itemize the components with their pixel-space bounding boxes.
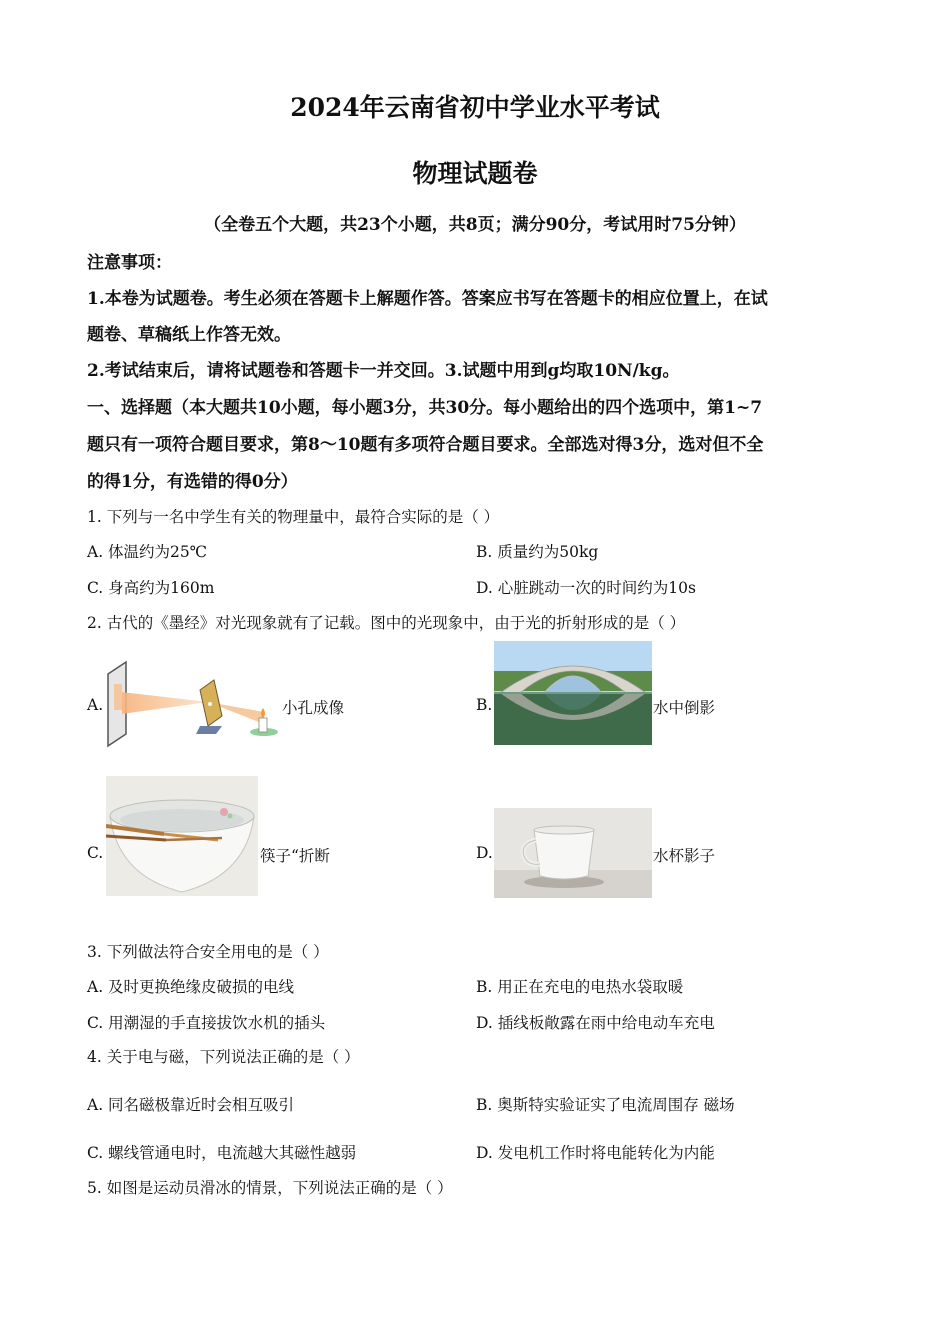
exam-info: （全卷五个大题，共23个小题，共8页；满分90分，考试用时75分钟） xyxy=(204,215,746,235)
q2-stem: 2. 古代的《墨经》对光现象就有了记载。图中的光现象中，由于光的折射形成的是（ ） xyxy=(87,614,686,632)
bridge-reflection-photo xyxy=(494,641,652,745)
q1-stem: 1. 下列与一名中学生有关的物理量中，最符合实际的是（ ） xyxy=(87,508,500,526)
notice-line-1b: 题卷、草稿纸上作答无效。 xyxy=(87,325,291,345)
q2-option-a-label: A. xyxy=(87,696,104,714)
section1-line-1: 一、选择题（本大题共10小题，每小题3分，共30分。每小题给出的四个选项中，第1~7 xyxy=(87,398,763,418)
q4-option-c: C. 螺线管通电时，电流越大其磁性越弱 xyxy=(87,1144,357,1162)
q3-option-c: C. 用潮湿的手直接拔饮水机的插头 xyxy=(87,1014,326,1032)
q2-option-c-label: C. xyxy=(87,844,104,862)
exam-title: 2024年云南省初中学业水平考试 xyxy=(290,93,660,122)
q3-option-d: D. 插线板敞露在雨中给电动车充电 xyxy=(476,1014,715,1032)
q1-option-c: C. 身高约为160m xyxy=(87,579,215,597)
notice-line-2: 2.考试结束后，请将试题卷和答题卡一并交回。3.试题中用到g均取10N/kg。 xyxy=(87,361,680,381)
q2-option-a-caption: 小孔成像 xyxy=(282,699,345,717)
q2-option-d-caption: 水杯影子 xyxy=(653,847,716,865)
notice-line-1a: 1.本卷为试题卷。考生必须在答题卡上解题作答。答案应书写在答题卡的相应位置上，在试 xyxy=(87,289,768,309)
cup-shadow-photo xyxy=(494,808,652,898)
q3-option-a: A. 及时更换绝缘皮破损的电线 xyxy=(87,978,295,996)
q2-option-c-caption: 筷子“折断 xyxy=(260,847,330,865)
q2-option-b-label: B. xyxy=(476,696,493,714)
section1-line-2: 题只有一项符合题目要求，第8～10题有多项符合题目要求。全部选对得3分，选对但不全 xyxy=(87,435,764,455)
paper-subtitle: 物理试题卷 xyxy=(412,159,538,188)
q2-option-b-caption: 水中倒影 xyxy=(653,699,716,717)
q4-option-d: D. 发电机工作时将电能转化为内能 xyxy=(476,1144,715,1162)
q1-option-b: B. 质量约为50kg xyxy=(476,543,599,561)
q4-option-b: B. 奥斯特实验证实了电流周围存 磁场 xyxy=(476,1096,735,1114)
q4-stem: 4. 关于电与磁，下列说法正确的是（ ） xyxy=(87,1048,360,1066)
q1-option-d: D. 心脏跳动一次的时间约为10s xyxy=(476,579,696,597)
pinhole-imaging-figure xyxy=(104,656,280,750)
chopsticks-bowl-photo xyxy=(106,776,258,896)
notice-heading: 注意事项： xyxy=(87,253,172,273)
q3-stem: 3. 下列做法符合安全用电的是（ ） xyxy=(87,943,329,961)
q5-stem: 5. 如图是运动员滑冰的情景，下列说法正确的是（ ） xyxy=(87,1179,453,1197)
section1-line-3: 的得1分，有选错的得0分） xyxy=(87,472,298,492)
q2-option-d-label: D. xyxy=(476,844,493,862)
q3-option-b: B. 用正在充电的电热水袋取暖 xyxy=(476,978,684,996)
q1-option-a: A. 体温约为25℃ xyxy=(87,543,208,561)
q4-option-a: A. 同名磁极靠近时会相互吸引 xyxy=(87,1096,295,1114)
